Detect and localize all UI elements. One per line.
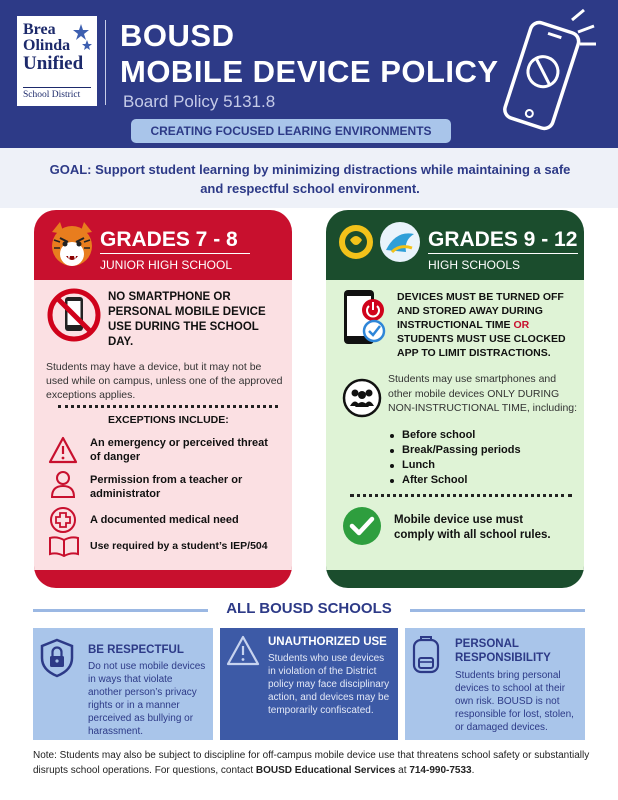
warning-icon <box>48 436 78 464</box>
time-before-school: Before school <box>388 428 521 443</box>
responsibility-heading: PERSONAL RESPONSIBILITY <box>455 638 551 664</box>
logo-line-brea: Brea <box>23 21 56 38</box>
exception-emergency: An emergency or perceived threat of danger <box>90 437 268 463</box>
backpack-icon <box>410 634 442 674</box>
tiger-mascot-icon <box>46 220 98 272</box>
rule-or-word: OR <box>513 319 530 331</box>
junior-rule-text: NO SMARTPHONE OR PERSONAL MOBILE DEVICE USE DURING THE SCHOOL DAY. <box>108 291 266 348</box>
exception-medical: A documented medical need <box>90 514 239 526</box>
title-line-1: BOUSD <box>120 18 235 53</box>
high-rule-text: DEVICES MUST BE TURNED OFF AND STORED AWAY DURING INSTRUCTIONAL TIME OR STUDENTS MUST USE CLOCKED APP TO LIMIT DISTRACTIONS. <box>397 291 566 359</box>
exceptions-title: EXCEPTIONS INCLUDE: <box>108 414 229 426</box>
brea-olinda-wildcats-logo <box>336 222 376 262</box>
title-line-2: MOBILE DEVICE POLICY <box>120 54 499 89</box>
high-dotted-divider <box>350 494 572 497</box>
warning-icon <box>226 635 260 667</box>
responsibility-text: Students bring personal devices to school at their own risk. BOUSD is not responsible for lost, stolen, or damaged devices. <box>455 670 574 733</box>
junior-dotted-divider <box>58 405 278 408</box>
respectful-text: Do not use mobile devices in ways that violate another person’s privacy rights or in a manner perceived as bullying or harassment. <box>88 661 206 737</box>
unauthorized-text: Students who use devices in violation of the District policy may face disciplinary action, and devices may be temporarily confiscated. <box>268 653 390 716</box>
logo-line-unified: Unified <box>23 53 84 74</box>
phone-power-clock-icon <box>342 288 390 348</box>
respectful-heading: BE RESPECTFUL <box>88 644 184 656</box>
high-grade-title: GRADES 9 - 12 <box>428 228 578 251</box>
focus-banner: CREATING FOCUSED LEARING ENVIRONMENTS <box>131 119 451 143</box>
header-divider <box>105 20 106 105</box>
district-logo <box>17 16 97 106</box>
phone-no-icon <box>488 8 598 138</box>
contact-office: BOUSD Educational Services <box>255 765 396 776</box>
exception-permission: Permission from a teacher or administrator <box>90 474 243 500</box>
goal-statement: GOAL: Support student learning by minimizing distractions while maintaining a safe and respectful school environment. <box>49 162 571 196</box>
all-schools-title: ALL BOUSD SCHOOLS <box>226 600 392 617</box>
high-body-text: Students may use smartphones and other mobile devices ONLY DURING NON-INSTRUCTIONAL TIME, including: <box>388 373 578 414</box>
junior-grade-title: GRADES 7 - 8 <box>100 228 238 251</box>
logo-line-olinda: Olinda <box>23 37 71 54</box>
stars-icon <box>69 24 93 54</box>
time-break-passing: Break/Passing periods <box>388 443 521 458</box>
group-icon <box>342 378 382 418</box>
book-icon <box>48 535 80 557</box>
unauthorized-heading: UNAUTHORIZED USE <box>268 636 387 648</box>
junior-body-text: Students may have a device, but it may not be used while on campus, unless one of the approved exceptions applies. <box>46 361 283 401</box>
check-circle-icon <box>342 506 382 546</box>
compliance-text: Mobile device use must comply with all school rules. <box>394 514 551 541</box>
high-school-logo <box>378 220 422 264</box>
junior-title-rule <box>100 253 250 254</box>
exception-iep: Use required by a student’s IEP/504 <box>90 540 268 552</box>
board-policy-subtitle: Board Policy 5131.8 <box>123 92 276 111</box>
lock-shield-icon <box>40 638 74 678</box>
time-after-school: After School <box>388 473 521 488</box>
contact-phone: 714-990-7533 <box>409 765 472 776</box>
logo-line-school-district: School District <box>23 90 81 100</box>
medical-cross-icon <box>49 506 77 534</box>
person-icon <box>50 470 76 498</box>
time-lunch: Lunch <box>388 458 521 473</box>
high-grade-subtitle: HIGH SCHOOLS <box>428 258 521 272</box>
non-instructional-times-list <box>388 428 521 488</box>
high-title-rule <box>428 253 578 254</box>
no-phone-icon <box>46 287 102 343</box>
junior-grade-subtitle: JUNIOR HIGH SCHOOL <box>100 258 233 272</box>
footer-note: Note: Students may also be subject to discipline for off-campus mobile device use that threatens school safety or substantially disrupts school operations. For questions, contact BOUSD Educational Services at 714-990-7533. <box>33 750 590 776</box>
